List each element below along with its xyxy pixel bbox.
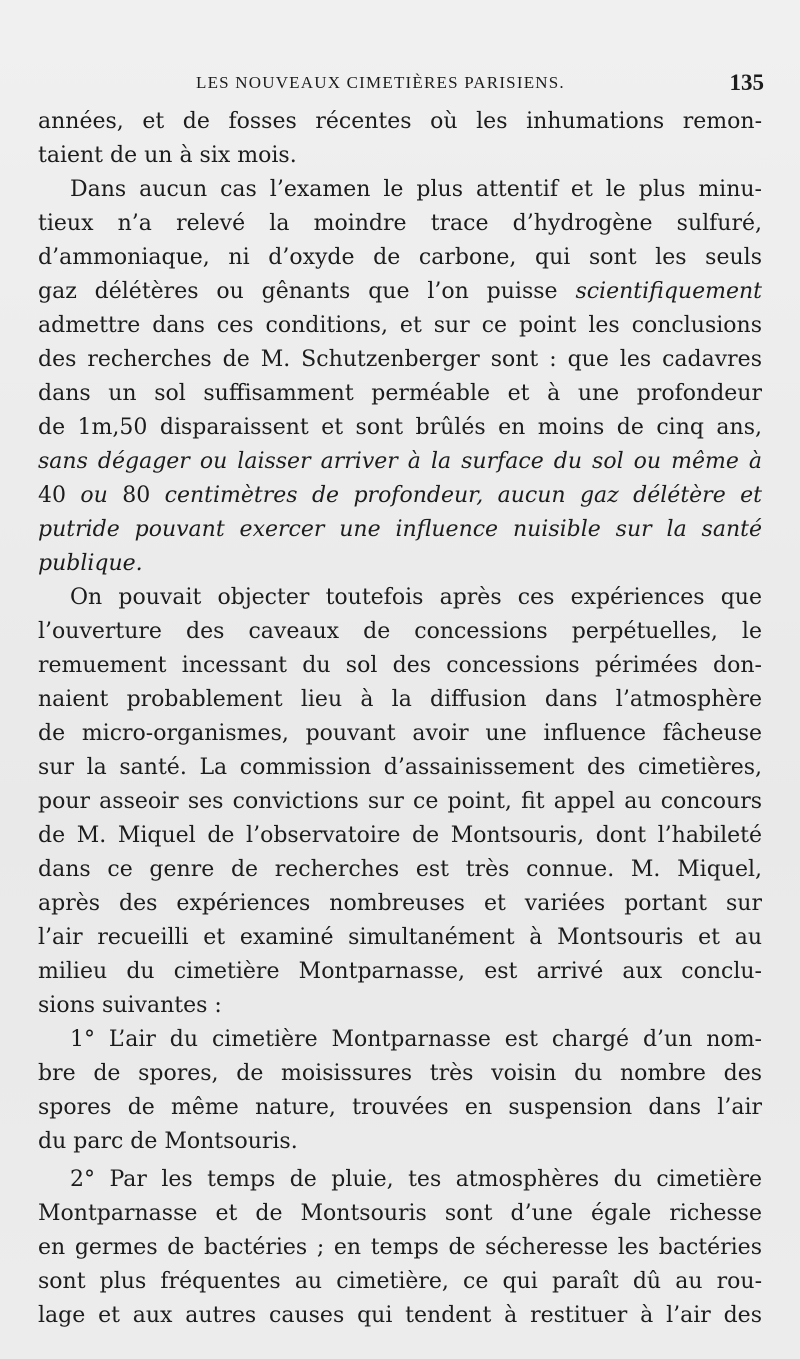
text-line (38, 615, 762, 649)
text-run: 2° Par les temps de pluie, tes atmosphères du cimetière (70, 1167, 762, 1192)
text-line (38, 207, 762, 241)
text-run: en germes de bactéries ; en temps de sécheresse les bactéries (38, 1235, 762, 1260)
text-run: remuement incessant du sol des concessions périmées don- (38, 653, 762, 678)
text-run: 80 (107, 483, 165, 508)
text-run: 1° L’air du cimetière Montparnasse est chargé d’un nom- (70, 1027, 762, 1052)
text-run: Dans aucun cas l’examen le plus attentif et le plus minu- (70, 177, 762, 202)
text-run: sions suivantes : (38, 993, 222, 1018)
text-run: après des expériences nombreuses et variées portant sur (38, 891, 762, 916)
text-run: années, et de fosses récentes où les inhumations remon- (38, 109, 762, 134)
text-line (38, 309, 762, 343)
text-run: 40 (38, 483, 81, 508)
text-line (38, 683, 762, 717)
text-line (38, 1197, 762, 1231)
text-run: sur la santé. La commission d’assainissement des cimetières, (38, 755, 762, 780)
text-line (38, 173, 762, 207)
text-run: lage et aux autres causes qui tendent à restituer à l’air des (38, 1303, 762, 1328)
text-line (38, 955, 762, 989)
text-run: de M. Miquel de l’observatoire de Montsouris, dont l’habileté (38, 823, 762, 848)
text-line (38, 1057, 762, 1091)
italic-text: publique. (38, 551, 143, 576)
text-line (38, 411, 762, 445)
text-run: On pouvait objecter toutefois après ces expériences que (70, 585, 762, 610)
text-line (38, 1091, 762, 1125)
text-line (38, 1265, 762, 1299)
text-line (38, 1023, 762, 1057)
text-line (38, 139, 762, 173)
text-line (38, 751, 762, 785)
text-run: l’air recueilli et examiné simultanément à Montsouris et au (38, 925, 762, 950)
text-run: de micro-organismes, pouvant avoir une influence fâcheuse (38, 721, 762, 746)
text-line (38, 377, 762, 411)
text-line (38, 445, 762, 479)
text-line (38, 1299, 762, 1333)
text-line (38, 819, 762, 853)
text-run: l’ouverture des caveaux de concessions perpétuelles, le (38, 619, 762, 644)
text-run: spores de même nature, trouvées en suspension dans l’air (38, 1095, 762, 1120)
text-run: tieux n’a relevé la moindre trace d’hydrogène sulfuré, (38, 211, 762, 236)
text-line (38, 717, 762, 751)
text-line (38, 649, 762, 683)
text-run: d’ammoniaque, ni d’oxyde de carbone, qui sont les seuls (38, 245, 762, 270)
text-run: du parc de Montsouris. (38, 1129, 298, 1154)
text-run: Montparnasse et de Montsouris sont d’une égale richesse (38, 1201, 762, 1226)
text-line (38, 853, 762, 887)
text-run: dans ce genre de recherches est très connue. M. Miquel, (38, 857, 762, 882)
text-line (38, 921, 762, 955)
text-run: milieu du cimetière Montparnasse, est arrivé aux conclu- (38, 959, 762, 984)
text-line (38, 1163, 762, 1197)
text-line (38, 343, 762, 377)
text-line (38, 1125, 762, 1159)
running-title: LES NOUVEAUX CIMETIÈRES PARISIENS. (196, 73, 565, 92)
page-header (196, 70, 768, 100)
italic-text: putride pouvant exercer une influence nuisible sur la santé (38, 517, 762, 542)
text-run: de 1m,50 disparaissent et sont brûlés en moins de cinq ans, (38, 415, 762, 440)
italic-text: scientifiquement (575, 279, 762, 304)
text-line (38, 105, 762, 139)
italic-text: centimètres de profondeur, aucun gaz délétère et (164, 483, 762, 508)
body-text (38, 105, 762, 1333)
text-line (38, 581, 762, 615)
text-run: sont plus fréquentes au cimetière, ce qui paraît dû au rou- (38, 1269, 762, 1294)
text-line (38, 887, 762, 921)
text-run: admettre dans ces conditions, et sur ce point les conclusions (38, 313, 762, 338)
text-line (38, 241, 762, 275)
text-line (38, 479, 762, 513)
text-run: taient de un à six mois. (38, 143, 297, 168)
text-line (38, 275, 762, 309)
text-line (38, 513, 762, 547)
text-run: bre de spores, de moisissures très voisin du nombre des (38, 1061, 762, 1086)
text-line (38, 547, 762, 581)
text-run: pour asseoir ses convictions sur ce point, fit appel au concours (38, 789, 762, 814)
italic-text: sans dégager ou laisser arriver à la surface du sol ou même à (38, 449, 762, 474)
text-run: gaz délétères ou gênants que l’on puisse (38, 279, 576, 304)
italic-text: ou (80, 483, 108, 508)
text-run: dans un sol suffisamment perméable et à une profondeur (38, 381, 762, 406)
text-line (38, 1231, 762, 1265)
text-run: naient probablement lieu à la diffusion dans l’atmosphère (38, 687, 762, 712)
text-line (38, 785, 762, 819)
text-run: des recherches de M. Schutzenberger sont : que les cadavres (38, 347, 762, 372)
page-number: 135 (729, 70, 764, 95)
text-line (38, 989, 762, 1023)
